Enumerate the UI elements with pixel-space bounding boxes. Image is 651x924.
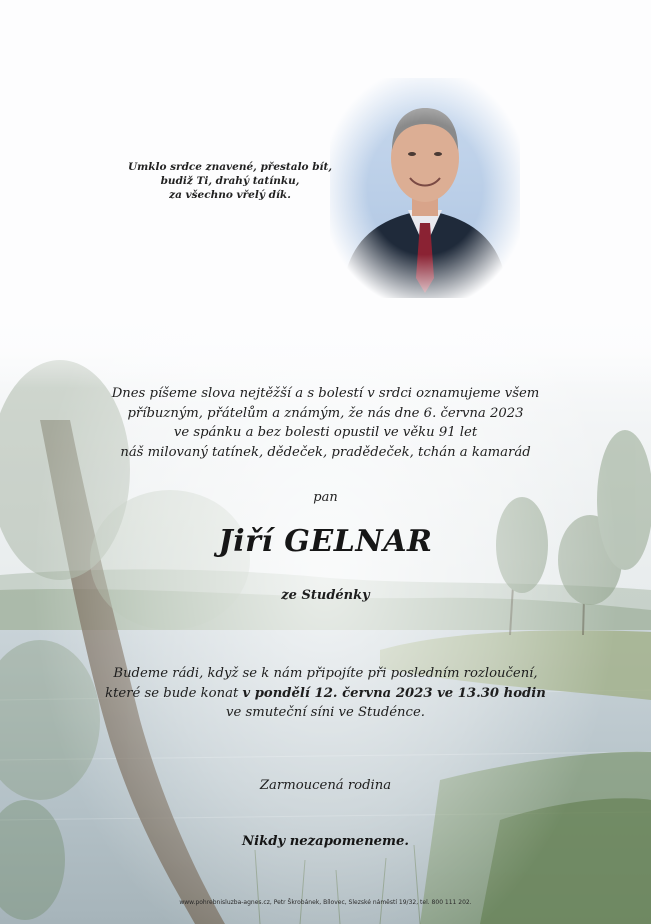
funeral-line-text: které se bude konat — [105, 685, 243, 701]
announcement-line: náš milovaný tatínek, dědeček, pradědeček, tchán a kamarád — [120, 444, 531, 460]
portrait-photo — [330, 78, 520, 298]
deceased-name: Jiří GELNAR — [218, 524, 433, 559]
name-prefix: pan — [313, 490, 338, 505]
closing-line: Nikdy nezapomeneme. — [242, 834, 409, 849]
verse-line: za všechno vřelý dík. — [169, 189, 291, 201]
family-signature: Zarmoucená rodina — [259, 778, 392, 793]
funeral-line: Budeme rádi, když se k nám připojíte při posledním rozloučení, — [113, 666, 538, 681]
funeral-date-time: v pondělí 12. června 2023 ve 13.30 hodin — [242, 685, 546, 701]
funeral-service-footer: www.pohrebnisluzba-agnes.cz, Petr Škrobánek, Bílovec, Slezské náměstí 19/32, tel. 800 111 202. — [179, 899, 472, 906]
death-announcement — [60, 384, 591, 462]
hometown: ze Studénky — [281, 588, 370, 603]
verse-line: budiž Ti, drahý tatínku, — [160, 175, 300, 187]
memorial-verse — [110, 160, 350, 202]
announcement-line: ve spánku a bez bolesti opustil ve věku 91 let — [173, 425, 478, 440]
verse-line: Umklo srdce znavené, přestalo bít, — [127, 161, 333, 173]
announcement-line: Dnes píšeme slova nejtěžší a s bolestí v srdci oznamujeme všem — [111, 386, 540, 401]
funeral-venue: ve smuteční síni ve Studénce. — [226, 705, 425, 720]
funeral-line — [60, 684, 591, 704]
funeral-details — [60, 664, 591, 723]
announcement-line: příbuzným, přátelům a známým, že nás dne 6. června 2023 — [127, 405, 524, 421]
